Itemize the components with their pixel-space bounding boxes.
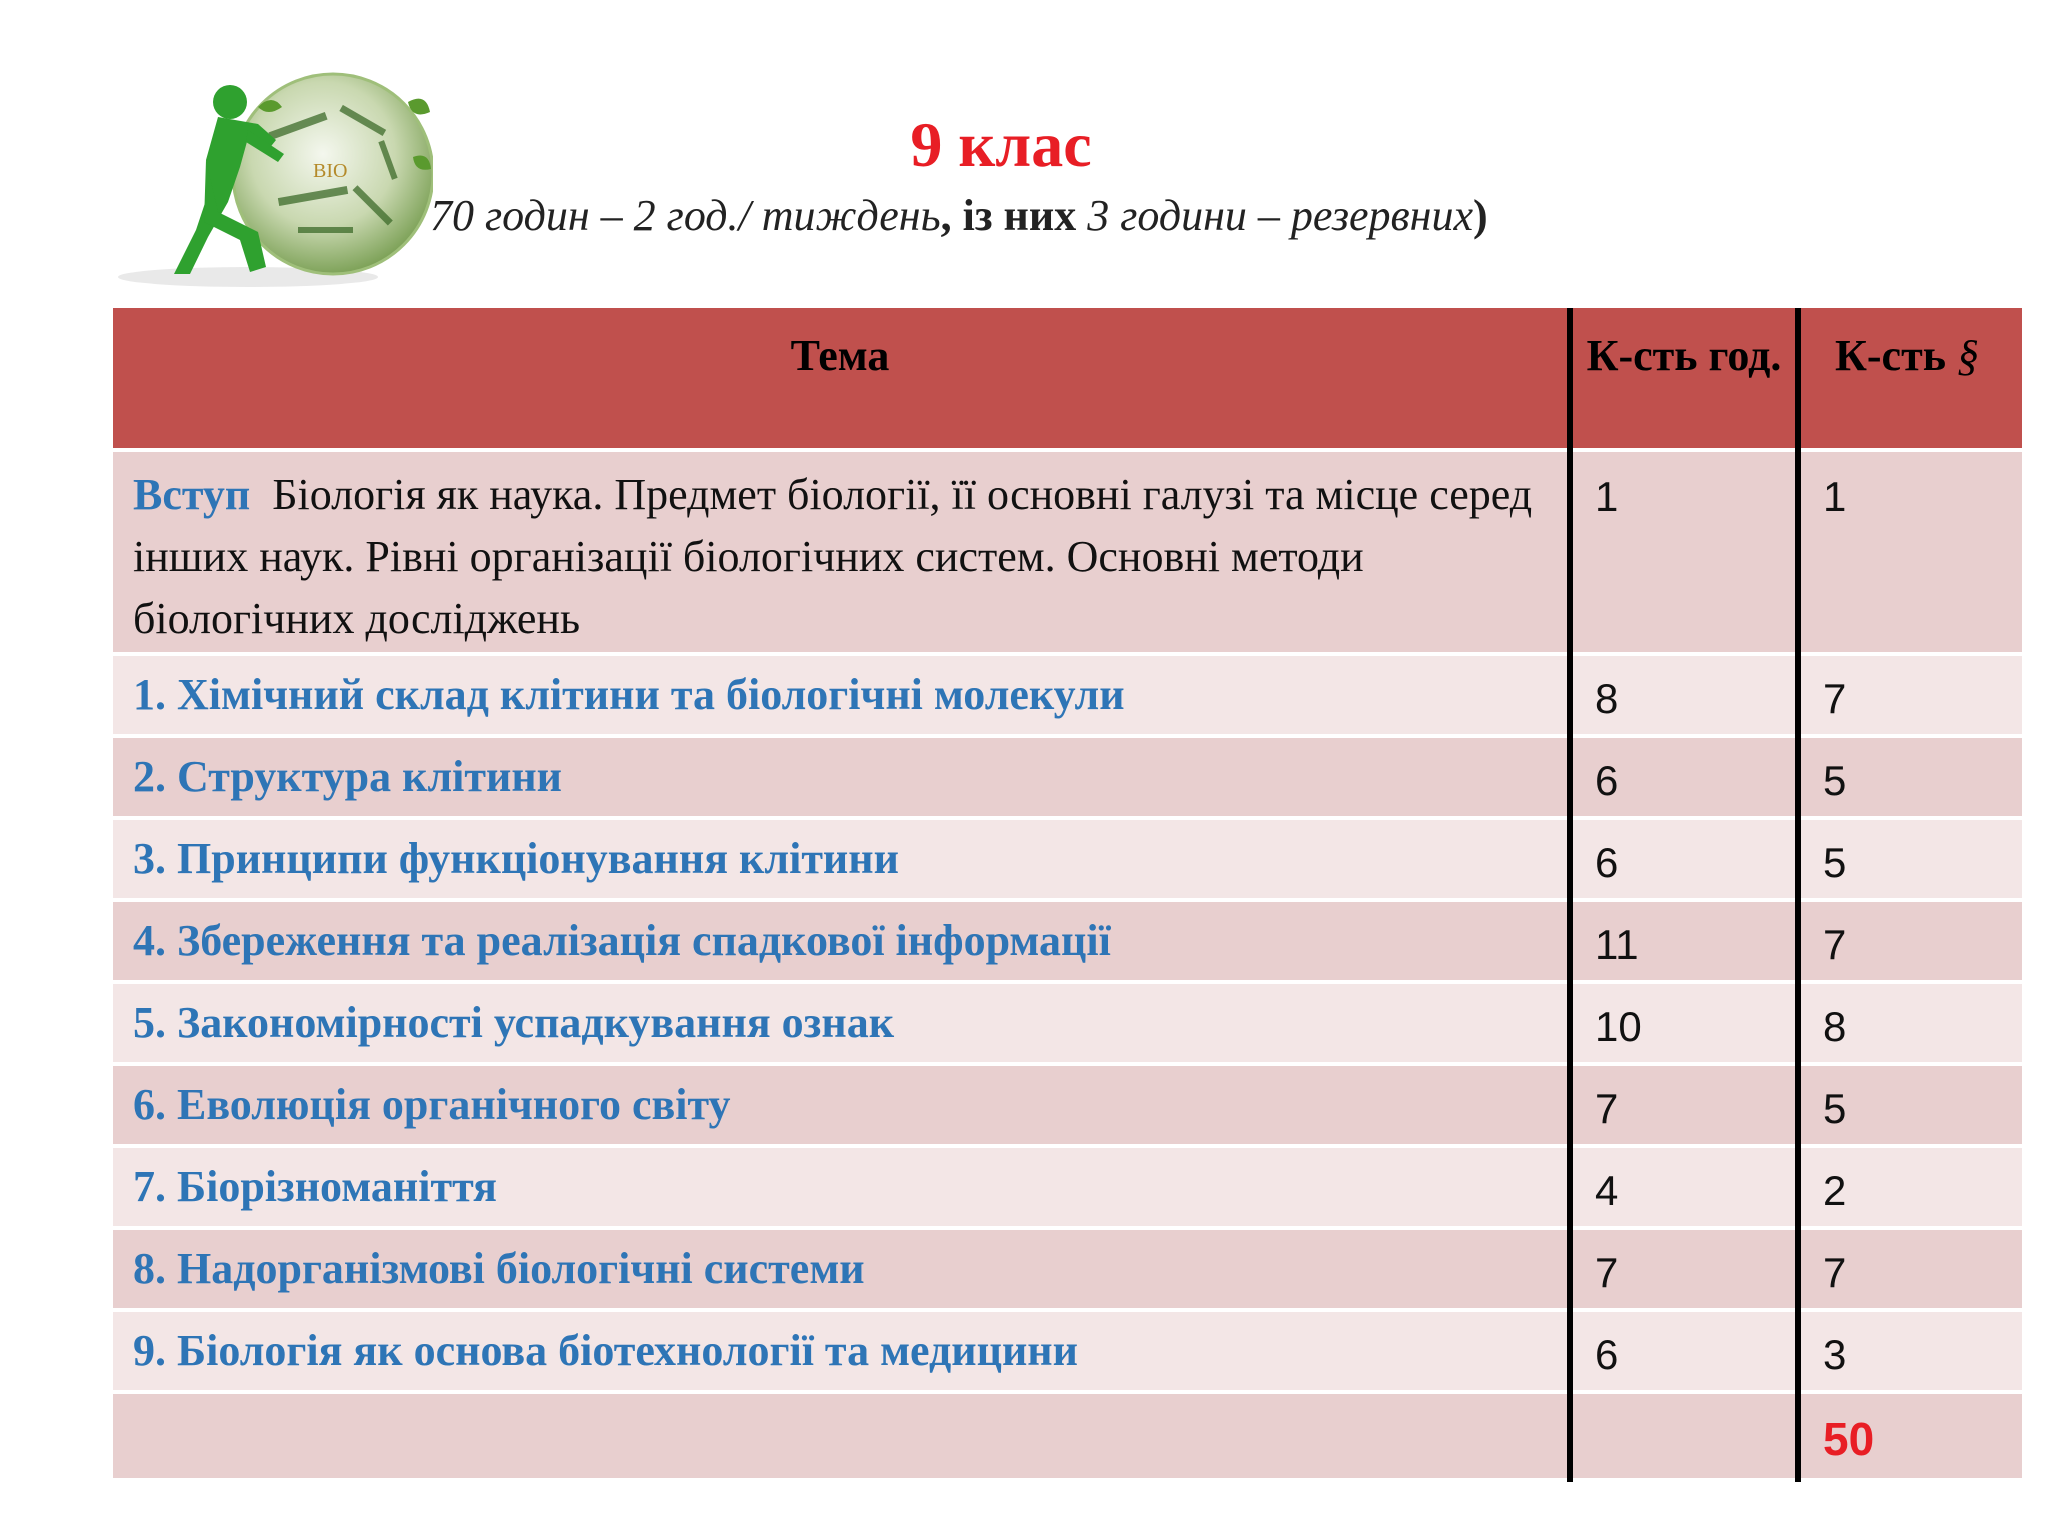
row-topic: 9. Біологія як основа біотехнології та медицини — [113, 1310, 1570, 1392]
row-hours: 4 — [1570, 1146, 1798, 1228]
table-row — [113, 654, 2022, 736]
row-topic: 7. Біорізноманіття — [113, 1146, 1570, 1228]
table-row — [113, 900, 2022, 982]
header-hours: К-сть год. — [1570, 308, 1798, 450]
row-paragraphs: 5 — [1798, 818, 2022, 900]
intro-text: Біологія як наука. Предмет біології, її основні галузі та місце серед інших наук. Рівні організації біологічних систем. Основні методи біологічних досліджень — [133, 470, 1533, 643]
row-paragraphs: 3 — [1798, 1310, 2022, 1392]
row-topic: 1. Хімічний склад клітини та біологічні молекули — [113, 654, 1570, 736]
page-title — [0, 105, 2048, 185]
row-topic: 5. Закономірності успадкування ознак — [113, 982, 1570, 1064]
row-paragraphs: 8 — [1798, 982, 2022, 1064]
row-topic: 8. Надорганізмові біологічні системи — [113, 1228, 1570, 1310]
title-text: 9 клас — [910, 109, 1092, 180]
section-sign-icon: § — [1956, 331, 1979, 380]
row-paragraphs: 7 — [1798, 900, 2022, 982]
table-row — [113, 736, 2022, 818]
row-hours: 7 — [1570, 1228, 1798, 1310]
row-paragraphs: 5 — [1798, 1064, 2022, 1146]
subtitle-comma: , із них — [940, 191, 1088, 240]
row-hours: 10 — [1570, 982, 1798, 1064]
row-topic: 3. Принципи функціонування клітини — [113, 818, 1570, 900]
row-paragraphs: 5 — [1798, 736, 2022, 818]
row-hours: 11 — [1570, 900, 1798, 982]
total-hours — [1570, 1392, 1798, 1480]
header-paragraphs — [1798, 308, 2022, 450]
table-row — [113, 818, 2022, 900]
row-hours: 6 — [1570, 1310, 1798, 1392]
page-subtitle — [430, 186, 1730, 246]
intro-paragraphs: 1 — [1798, 450, 2022, 654]
curriculum-table — [113, 308, 2022, 1482]
row-topic: 2. Структура клітини — [113, 736, 1570, 818]
intro-hours: 1 — [1570, 450, 1798, 654]
row-paragraphs: 2 — [1798, 1146, 2022, 1228]
table-header-row — [113, 308, 2022, 450]
table-row-intro — [113, 450, 2022, 654]
table-row — [113, 1228, 2022, 1310]
row-hours: 8 — [1570, 654, 1798, 736]
row-topic: 6. Еволюція органічного світу — [113, 1064, 1570, 1146]
subtitle-hours: 70 годин – 2 год./ тиждень — [430, 191, 941, 240]
total-paragraphs: 50 — [1798, 1392, 2022, 1480]
table-row — [113, 1064, 2022, 1146]
row-paragraphs: 7 — [1798, 1228, 2022, 1310]
table-row — [113, 982, 2022, 1064]
logo-text: BIO — [313, 160, 348, 182]
row-hours: 7 — [1570, 1064, 1798, 1146]
header-topic: Тема — [113, 308, 1570, 450]
row-paragraphs: 7 — [1798, 654, 2022, 736]
row-hours: 6 — [1570, 818, 1798, 900]
intro-topic — [113, 450, 1570, 654]
row-hours: 6 — [1570, 736, 1798, 818]
intro-lead: Вступ — [133, 470, 251, 519]
total-topic — [113, 1392, 1570, 1480]
table-row — [113, 1146, 2022, 1228]
header-paragraphs-label: К-сть — [1835, 331, 1957, 380]
subtitle-reserve: 3 години – резервних — [1087, 191, 1474, 240]
table-row — [113, 1310, 2022, 1392]
subtitle-paren: ) — [1473, 191, 1488, 240]
row-topic: 4. Збереження та реалізація спадкової інформації — [113, 900, 1570, 982]
table-row-total — [113, 1392, 2022, 1480]
